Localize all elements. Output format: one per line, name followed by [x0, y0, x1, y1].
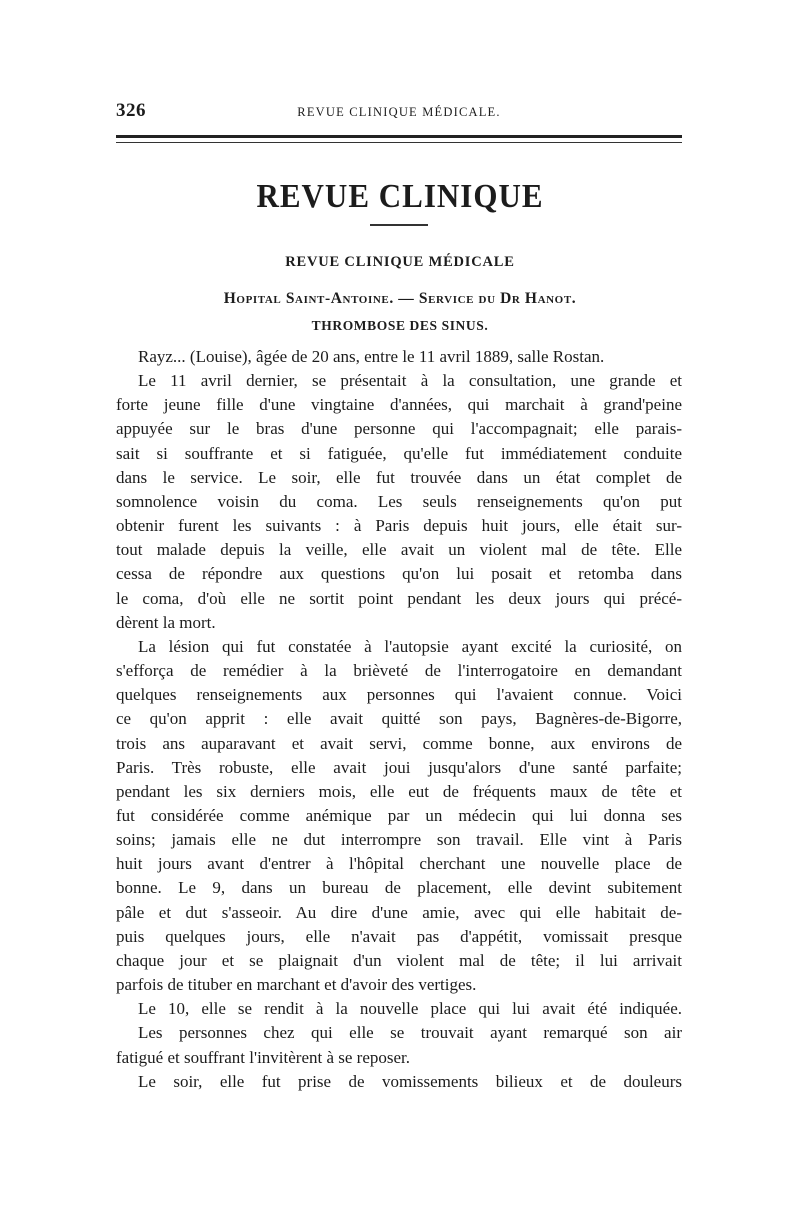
- text-line: appuyée sur le bras d'une personne qui l'accompagnait; elle parais-: [116, 419, 682, 439]
- text-line: somnolence voisin du coma. Les seuls renseignements qu'on put: [116, 491, 682, 511]
- section-divider: [370, 224, 428, 226]
- running-head: [116, 100, 682, 128]
- subsection-title: REVUE CLINIQUE MÉDICALE: [285, 254, 515, 270]
- text-line: trois ans auparavant et avait servi, comme bonne, aux environs de: [116, 733, 682, 753]
- text-line: forte jeune fille d'une vingtaine d'années, qui marchait à grand'peine: [116, 395, 682, 415]
- text-line: dèrent la mort.: [116, 612, 216, 632]
- text-line: le coma, d'où elle ne sortit point pendant les deux jours qui précé-: [116, 588, 682, 608]
- case-title: THROMBOSE DES SINUS.: [311, 318, 489, 333]
- hospital-service-line: Hopital Saint-Antoine. — Service du Dr Hanot.: [223, 290, 577, 307]
- text-line: dans le service. Le soir, elle fut trouvée dans un état complet de: [116, 467, 682, 487]
- text-line: soins; jamais elle ne dut interrompre son travail. Elle vint à Paris: [116, 830, 682, 850]
- text-line: pâle et dut s'asseoir. Au dire d'une amie, avec qui elle habitait de-: [116, 902, 682, 922]
- text-line: Les personnes chez qui elle se trouvait ayant remarqué son air: [138, 1023, 682, 1043]
- header-rule-thick: [116, 135, 682, 138]
- text-line: fut considérée comme anémique par un médecin qui lui donna ses: [116, 805, 682, 825]
- text-line: huit jours avant d'entrer à l'hôpital cherchant une nouvelle place de: [116, 854, 682, 874]
- text-line: cessa de répondre aux questions qu'on lui posait et retomba dans: [116, 564, 682, 584]
- text-line: puis quelques jours, elle n'avait pas d'appétit, vomissait presque: [116, 926, 682, 946]
- text-line: sait si souffrante et si fatiguée, qu'elle fut immédiatement conduite: [116, 443, 682, 463]
- text-line: La lésion qui fut constatée à l'autopsie ayant excité la curiosité, on: [138, 636, 682, 656]
- body-text: [116, 345, 682, 1094]
- text-line: Le 10, elle se rendit à la nouvelle place qui lui avait été indiquée.: [138, 999, 682, 1019]
- text-line: quelques renseignements aux personnes qui l'avaient connue. Voici: [116, 685, 682, 705]
- text-line: Paris. Très robuste, elle avait joui jusqu'alors d'une santé parfaite;: [116, 757, 682, 777]
- text-line: parfois de tituber en marchant et d'avoir des vertiges.: [116, 975, 477, 995]
- running-title: REVUE CLINIQUE MÉDICALE.: [297, 105, 501, 119]
- text-line: fatigué et souffrant l'invitèrent à se reposer.: [116, 1047, 411, 1067]
- text-line: bonne. Le 9, dans un bureau de placement, elle devint subitement: [116, 878, 682, 898]
- header-rule-thin: [116, 142, 682, 143]
- section-title: REVUE CLINIQUE: [256, 176, 544, 215]
- text-line: pendant les six derniers mois, elle eut de fréquents maux de tête et: [116, 781, 682, 801]
- text-line: Le 11 avril dernier, se présentait à la consultation, une grande et: [138, 371, 682, 391]
- text-line: obtenir furent les suivants : à Paris depuis huit jours, elle était sur-: [116, 516, 682, 536]
- page-number: 326: [116, 100, 146, 121]
- text-line: ce qu'on apprit : elle avait quitté son pays, Bagnères-de-Bigorre,: [116, 709, 682, 729]
- text-line: tout malade depuis la veille, elle avait un violent mal de tête. Elle: [116, 540, 682, 560]
- text-line: chaque jour et se plaignait d'un violent mal de tête; il lui arrivait: [116, 950, 682, 970]
- text-line: Rayz... (Louise), âgée de 20 ans, entre le 11 avril 1889, salle Rostan.: [138, 347, 605, 366]
- text-line: Le soir, elle fut prise de vomissements bilieux et de douleurs: [138, 1071, 682, 1091]
- text-line: s'efforça de remédier à la brièveté de l'interrogatoire en demandant: [116, 661, 682, 681]
